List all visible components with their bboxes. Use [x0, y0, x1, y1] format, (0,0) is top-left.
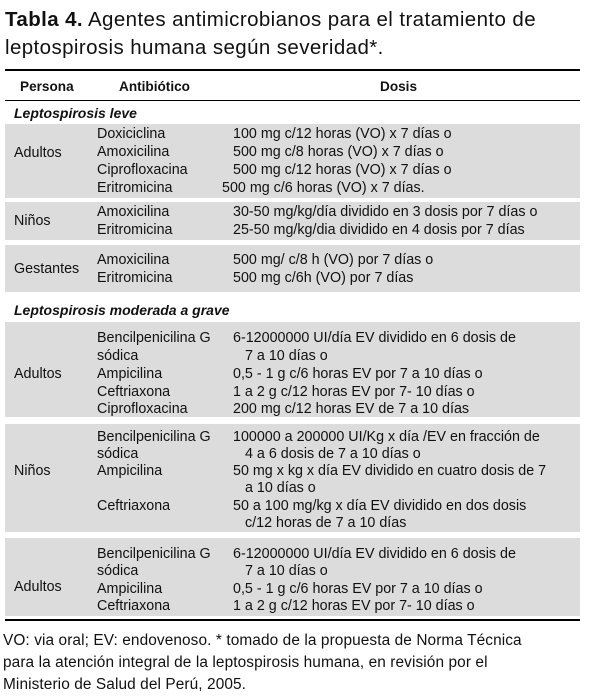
dose-cell: 4 a 6 dosis de 7 a 10 días o [245, 446, 421, 462]
antibiotic-cell: Amoxicilina [97, 204, 170, 220]
antibiotic-cell: Ampicilina [97, 463, 163, 479]
antibiotic-cell: sódica [97, 563, 139, 579]
section-title-moderada: Leptospirosis moderada a grave [14, 302, 230, 318]
persona-cell: Gestantes [14, 261, 80, 277]
antibiotic-cell: Eritromicina [97, 270, 173, 286]
header-rule [5, 100, 580, 101]
dose-cell: 0,5 - 1 g c/6 horas EV por 7 a 10 días o [233, 366, 483, 382]
dose-cell: 500 mg c/6 horas (VO) x 7 días. [222, 180, 425, 196]
persona-cell: Adultos [14, 366, 62, 382]
table-title-line-2: leptospirosis humana según severidad*. [5, 36, 384, 59]
antibiotic-cell: Amoxicilina [97, 252, 170, 268]
antibiotic-cell: Eritromicina [97, 222, 173, 238]
persona-cell: Adultos [14, 579, 62, 595]
antibiotic-cell: Ceftriaxona [97, 384, 171, 400]
dose-cell: 500 mg c/8 horas (VO) x 7 días o [233, 144, 444, 160]
dose-cell: 500 mg c/12 horas (VO) x 7 días o [233, 162, 452, 178]
dose-cell: 7 a 10 días o [245, 348, 328, 364]
footnote-line-1: VO: via oral; EV: endovenoso. * tomado de la propuesta de Norma Técnica [3, 632, 522, 649]
antibiotic-cell: Ampicilina [97, 366, 163, 382]
header-dosis: Dosis [380, 79, 418, 94]
antibiotic-cell: Bencilpenicilina G [97, 330, 211, 346]
persona-cell: Niños [14, 213, 51, 229]
persona-cell: Niños [14, 463, 51, 479]
section-title-leve: Leptospirosis leve [14, 105, 137, 121]
dose-cell: 25-50 mg/kg/dia dividido en 4 dosis por 7 días [233, 222, 525, 238]
dose-cell: 6-12000000 UI/día EV dividido en 6 dosis de [233, 546, 516, 562]
dose-cell: 500 mg c/6h (VO) por 7 días [233, 270, 414, 286]
dose-cell: 6-12000000 UI/día EV dividido en 6 dosis de [233, 330, 516, 346]
header-persona: Persona [20, 79, 74, 94]
dose-cell: 500 mg/ c/8 h (VO) por 7 días o [233, 252, 434, 268]
dose-cell: 50 a 100 mg/kg x día EV dividido en dos dosis [233, 498, 527, 514]
antibiotic-cell: Ciprofloxacina [97, 401, 188, 417]
dose-cell: 50 mg x kg x día EV dividido en cuatro dosis de 7 [233, 463, 547, 479]
persona-cell: Adultos [14, 145, 62, 161]
dose-cell: 100 mg c/12 horas (VO) x 7 días o [233, 126, 452, 142]
dose-cell: 30-50 mg/kg/día dividido en 3 dosis por 7 días o [233, 204, 538, 220]
antibiotic-cell: Ampicilina [97, 581, 163, 597]
antibiotic-cell: Bencilpenicilina G [97, 429, 211, 445]
antibiotic-cell: Ceftriaxona [97, 598, 171, 614]
dose-cell: 100000 a 200000 UI/Kg x día /EV en fracción de [233, 429, 540, 445]
footnote-line-2: para la atención integral de la leptospirosis humana, en revisión por el [3, 654, 488, 671]
antibiotic-cell: sódica [97, 446, 139, 462]
antibiotic-cell: sódica [97, 348, 139, 364]
dose-cell: 1 a 2 g c/12 horas EV por 7- 10 días o [233, 598, 475, 614]
table-number: Tabla 4. [5, 8, 84, 31]
table-footnote [3, 630, 599, 696]
bottom-rule [5, 619, 580, 621]
dose-cell: 0,5 - 1 g c/6 horas EV por 7 a 10 días o [233, 581, 483, 597]
dose-cell: a 10 días o [245, 480, 316, 496]
dose-cell: 7 a 10 días o [245, 563, 328, 579]
antibiotic-cell: Eritromicina [97, 180, 173, 196]
header-antibiotico: Antibiótico [119, 79, 190, 94]
antibiotic-cell: Ceftriaxona [97, 498, 171, 514]
table-title-line-1: Agentes antimicrobianos para el tratamiento de [87, 8, 536, 31]
dose-cell: 200 mg c/12 horas EV de 7 a 10 días [233, 401, 470, 417]
antibiotic-cell: Amoxicilina [97, 144, 170, 160]
dose-cell: c/12 horas de 7 a 10 días [245, 515, 407, 531]
table-caption [5, 6, 597, 62]
antibiotic-cell: Ciprofloxacina [97, 162, 188, 178]
top-rule [5, 69, 580, 71]
dose-cell: 1 a 2 g c/12 horas EV por 7- 10 días o [233, 384, 475, 400]
antibiotic-cell: Bencilpenicilina G [97, 546, 211, 562]
footnote-line-3: Ministerio de Salud del Perú, 2005. [3, 676, 247, 693]
antibiotic-cell: Doxiciclina [97, 126, 166, 142]
